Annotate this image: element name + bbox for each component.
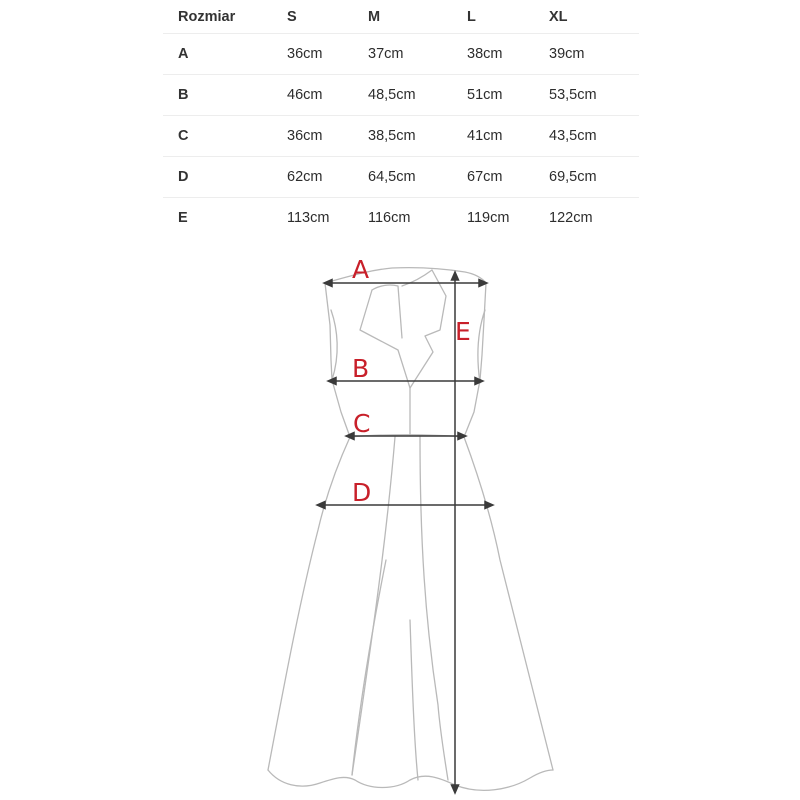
measure-label-e: E — [455, 317, 471, 346]
row-label-d: D — [163, 157, 272, 198]
header-size-xl: XL — [534, 0, 639, 34]
row-label-e: E — [178, 210, 188, 226]
arrowhead-d-left — [317, 502, 325, 509]
measure-label-d: D — [352, 478, 372, 507]
cell-c-xl: 43,5cm — [534, 116, 639, 157]
measure-label-a: A — [352, 255, 370, 284]
measure-label-b: B — [352, 354, 370, 383]
header-size-m: M — [353, 0, 452, 34]
cell-b-l: 51cm — [452, 75, 534, 116]
header-size-label: Rozmiar — [163, 0, 272, 34]
arrowhead-e-top — [452, 272, 459, 280]
measure-label-c: C — [353, 409, 371, 438]
arrowhead-e-bottom — [452, 785, 459, 793]
row-label-c: C — [163, 116, 272, 157]
cell-c-m: 38,5cm — [353, 116, 452, 157]
cell-c-l: 41cm — [452, 116, 534, 157]
arrowhead-d-right — [485, 502, 493, 509]
cell-a-l: 38cm — [452, 34, 534, 75]
cell-e-xl: 122cm — [549, 210, 593, 226]
cell-a-m: 37cm — [353, 34, 452, 75]
arrowhead-b-right — [475, 378, 483, 385]
dress-outline — [268, 268, 553, 791]
cell-c-s: 36cm — [272, 116, 353, 157]
row-label-b: B — [163, 75, 272, 116]
cell-a-xl: 39cm — [534, 34, 639, 75]
cell-d-xl: 69,5cm — [534, 157, 639, 198]
header-size-s: S — [272, 0, 353, 34]
cell-b-s: 46cm — [272, 75, 353, 116]
cell-e-m: 116cm — [368, 210, 411, 226]
arrowhead-b-left — [328, 378, 336, 385]
header-size-l: L — [452, 0, 534, 34]
cell-e-l: 119cm — [467, 210, 510, 226]
cell-d-l: 67cm — [452, 157, 534, 198]
cell-a-s: 36cm — [272, 34, 353, 75]
cell-d-s: 62cm — [272, 157, 353, 198]
cell-b-m: 48,5cm — [353, 75, 452, 116]
measurement-lines — [317, 272, 493, 793]
row-label-a: A — [163, 34, 272, 75]
cell-d-m: 64,5cm — [353, 157, 452, 198]
cell-b-xl: 53,5cm — [534, 75, 639, 116]
cell-e-s: 113cm — [287, 210, 330, 226]
